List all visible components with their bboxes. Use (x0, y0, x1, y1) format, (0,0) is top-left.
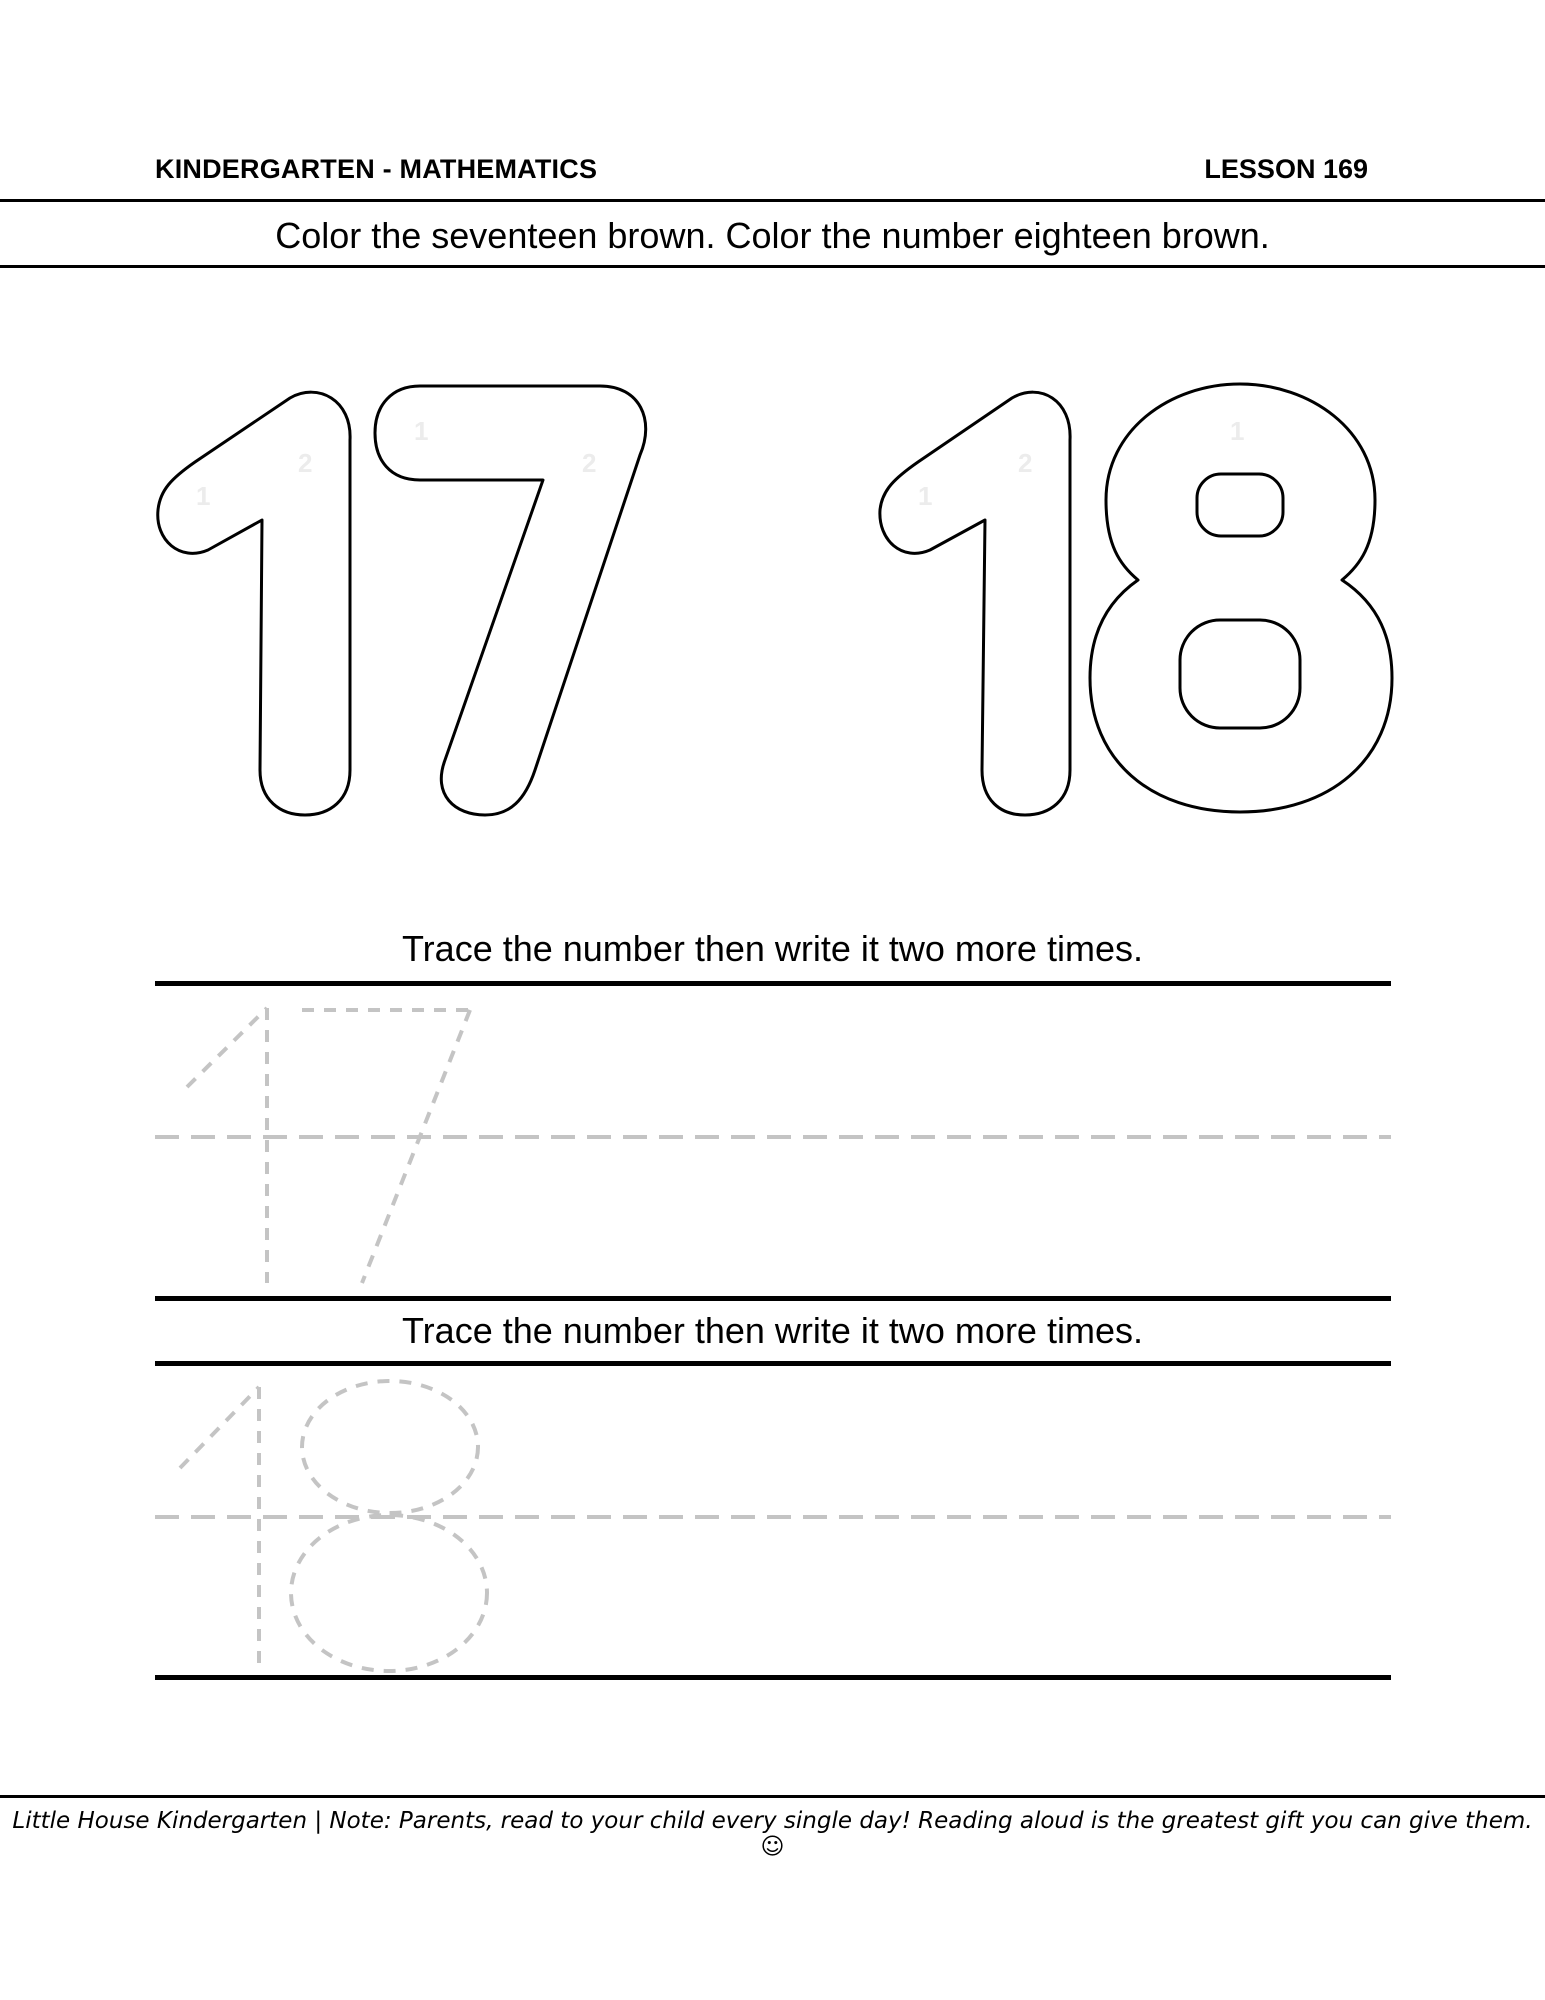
traceable-number-17[interactable] (187, 1008, 470, 1283)
trace-instruction-17: Trace the number then write it two more times. (402, 928, 1143, 969)
lesson-label: LESSON 169 (1204, 154, 1368, 184)
coloring-instruction: Color the seventeen brown. Color the number eighteen brown. (275, 215, 1270, 256)
stroke-hint: 1 (1230, 416, 1245, 446)
stroke-hint: 2 (1018, 448, 1033, 478)
trace-instruction-18: Trace the number then write it two more times. (402, 1310, 1143, 1351)
traceable-number-18[interactable] (180, 1381, 487, 1671)
subject-title: KINDERGARTEN - MATHEMATICS (155, 154, 598, 184)
footer-note: Little House Kindergarten | Note: Parents, read to your child every single day! Reading aloud is the greatest gift you can give them. ☺ (12, 1808, 1533, 1860)
stroke-hint: 1 (196, 481, 211, 511)
stroke-hint: 2 (298, 448, 313, 478)
footer-divider (0, 1795, 1545, 1798)
stroke-hint: 1 (414, 416, 429, 446)
stroke-hint: 1 (918, 481, 933, 511)
stroke-hint: 2 (582, 448, 597, 478)
